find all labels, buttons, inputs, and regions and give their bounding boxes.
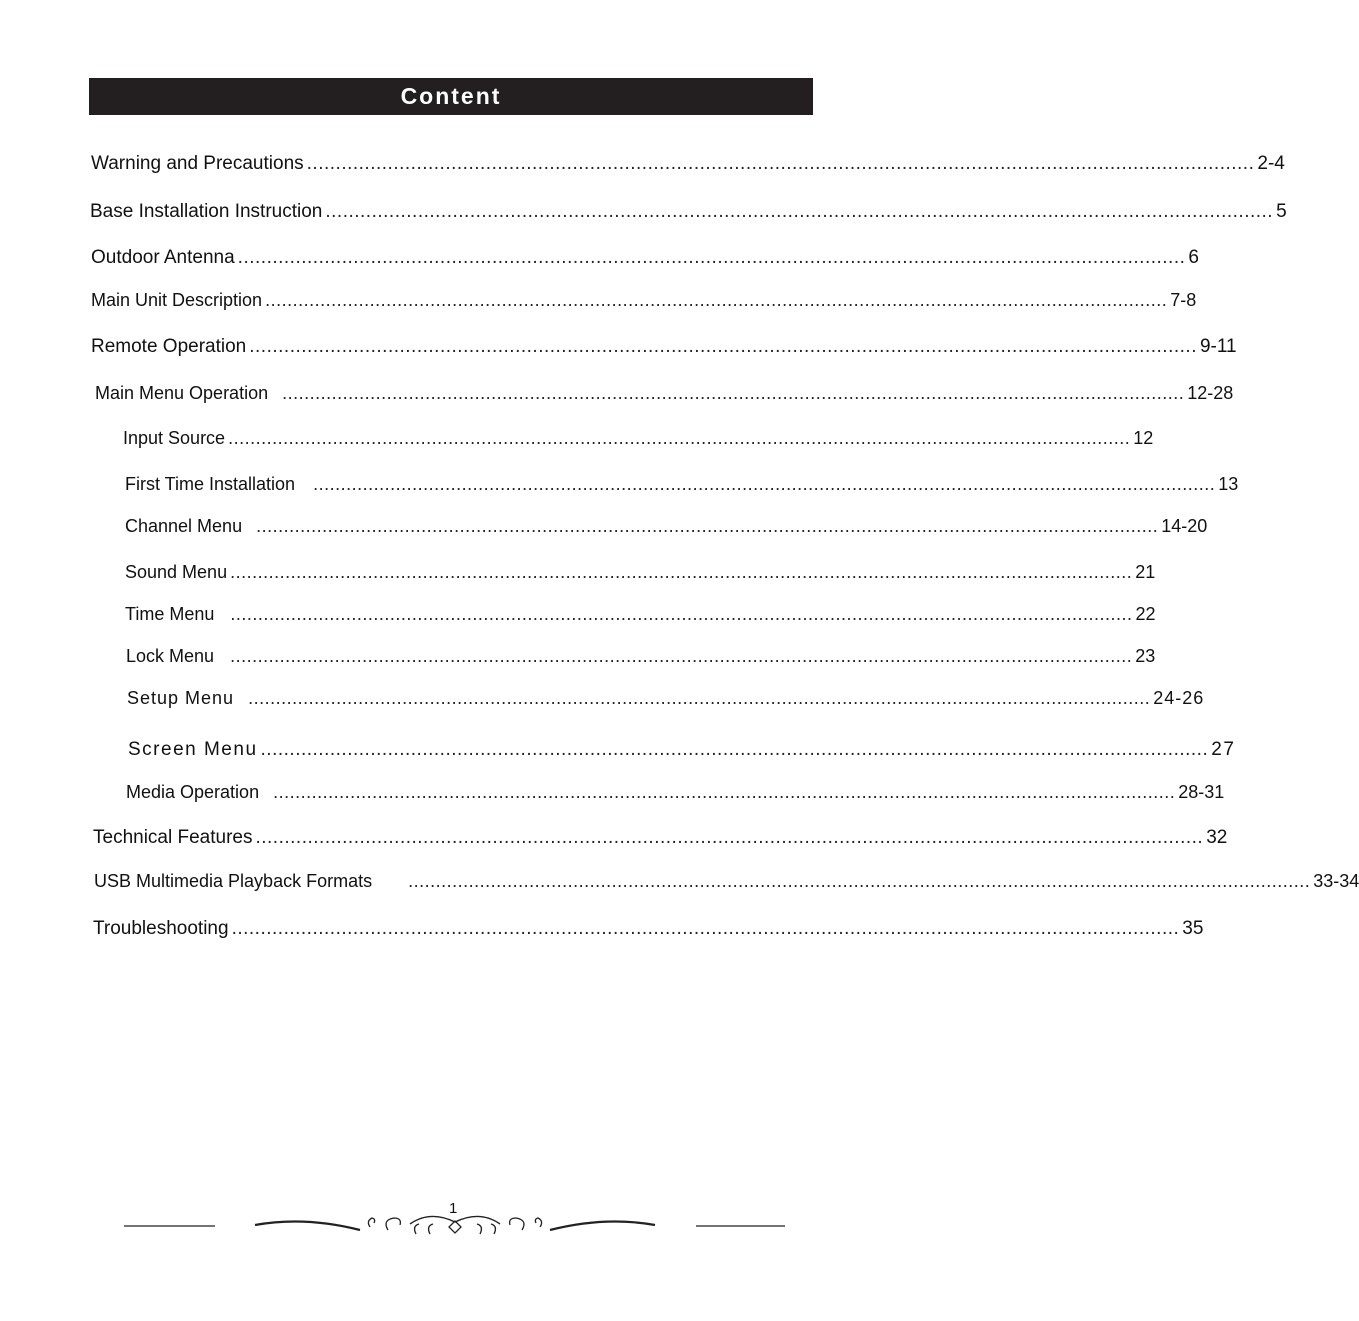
toc-entry-page: 12-28: [1187, 383, 1234, 403]
toc-leader-dots: ....................................................................................................................................................................: [230, 604, 1133, 624]
decorative-flourish-icon: [120, 1212, 790, 1242]
toc-entry-label: Outdoor Antenna: [91, 247, 235, 268]
toc-entry-label: Sound Menu: [125, 562, 228, 582]
toc-leader-dots: ....................................................................................................................................................................: [313, 474, 1216, 494]
toc-entry-page: 23: [1135, 646, 1156, 666]
toc-entry-label: Main Unit Description: [91, 290, 263, 310]
toc-entry-page: 35: [1182, 918, 1204, 939]
toc-entry[interactable]: [125, 516, 1208, 537]
page-title: Content: [400, 83, 502, 109]
toc-entry-page: 22: [1135, 604, 1156, 624]
toc-entry-page: 12: [1133, 428, 1154, 448]
toc-entry-label: Setup Menu: [127, 688, 235, 708]
toc-entry[interactable]: [95, 383, 1234, 404]
toc-leader-dots: ....................................................................................................................................................................: [248, 688, 1151, 708]
toc-leader-dots: ....................................................................................................................................................................: [231, 918, 1180, 939]
toc-entry[interactable]: [91, 153, 1285, 175]
toc-entry-page: 13: [1218, 474, 1239, 494]
toc-entry-label: Warning and Precautions: [91, 153, 304, 174]
toc-entry[interactable]: [128, 739, 1236, 761]
toc-leader-dots: ....................................................................................................................................................................: [408, 871, 1311, 891]
toc-entry-page: 33-34: [1313, 871, 1359, 891]
toc-entry-label: USB Multimedia Playback Formats: [94, 871, 373, 891]
toc-entry-page: 6: [1188, 247, 1199, 268]
toc-entry-label: Screen Menu: [128, 739, 258, 760]
toc-entry[interactable]: [91, 336, 1237, 358]
toc-entry[interactable]: [91, 247, 1199, 269]
toc-entry[interactable]: [91, 290, 1197, 311]
toc-entry[interactable]: [127, 688, 1205, 709]
toc-entry-label: Remote Operation: [91, 336, 247, 357]
toc-entry[interactable]: [123, 428, 1154, 449]
toc-entry-page: 5: [1276, 201, 1287, 222]
toc-entry-page: 28-31: [1178, 782, 1225, 802]
toc-leader-dots: ....................................................................................................................................................................: [228, 428, 1131, 448]
toc-entry-label: Technical Features: [93, 827, 253, 848]
toc-entry[interactable]: [93, 918, 1204, 940]
toc-entry[interactable]: [126, 646, 1156, 667]
toc-entry-label: Media Operation: [126, 782, 260, 802]
toc-leader-dots: ....................................................................................................................................................................: [306, 153, 1255, 174]
toc-entry[interactable]: [125, 474, 1239, 495]
toc-entry-page: 32: [1206, 827, 1228, 848]
toc-entry[interactable]: [94, 871, 1359, 892]
toc-entry-label: First Time Installation: [125, 474, 296, 494]
toc-leader-dots: ....................................................................................................................................................................: [265, 290, 1168, 310]
toc-entry-label: Troubleshooting: [93, 918, 229, 939]
toc-leader-dots: ....................................................................................................................................................................: [256, 516, 1159, 536]
toc-leader-dots: ....................................................................................................................................................................: [273, 782, 1176, 802]
toc-entry[interactable]: [125, 562, 1156, 583]
toc-entry-page: 27: [1211, 739, 1236, 760]
toc-entry-page: 2-4: [1257, 153, 1285, 174]
toc-entry-page: 24-26: [1153, 688, 1205, 708]
toc-entry[interactable]: [93, 827, 1228, 849]
header-bar: [89, 78, 813, 115]
toc-entry-page: 7-8: [1170, 290, 1197, 310]
toc-leader-dots: ....................................................................................................................................................................: [282, 383, 1185, 403]
toc-leader-dots: ....................................................................................................................................................................: [230, 562, 1133, 582]
toc-entry-label: Base Installation Instruction: [90, 201, 323, 222]
toc-entry[interactable]: [126, 782, 1225, 803]
toc-entry-label: Main Menu Operation: [95, 383, 269, 403]
toc-entry-page: 9-11: [1199, 336, 1237, 357]
toc-leader-dots: ....................................................................................................................................................................: [249, 336, 1197, 357]
toc-entry-page: 14-20: [1161, 516, 1208, 536]
toc-entry-label: Time Menu: [125, 604, 215, 624]
toc-leader-dots: ....................................................................................................................................................................: [255, 827, 1204, 848]
toc-entry[interactable]: [125, 604, 1156, 625]
toc-entry-label: Input Source: [123, 428, 226, 448]
toc-entry-page: 21: [1135, 562, 1156, 582]
toc-entry-label: Channel Menu: [125, 516, 243, 536]
toc-leader-dots: ....................................................................................................................................................................: [260, 739, 1209, 760]
toc-entry[interactable]: [90, 201, 1287, 223]
toc-leader-dots: ....................................................................................................................................................................: [325, 201, 1274, 222]
toc-leader-dots: ....................................................................................................................................................................: [230, 646, 1133, 666]
toc-leader-dots: ....................................................................................................................................................................: [237, 247, 1186, 268]
toc-entry-label: Lock Menu: [126, 646, 215, 666]
page-number: 1: [449, 1200, 458, 1217]
